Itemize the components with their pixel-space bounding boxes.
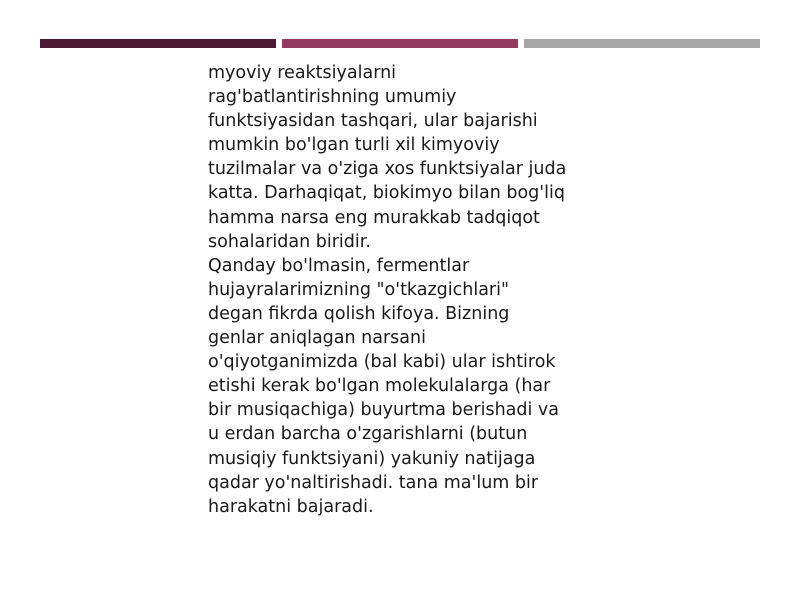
slide-body-text: myoviy reaktsiyalarni rag'batlantirishning umumiy funktsiyasidan tashqari, ular bajarishi mumkin bo'lgan turli xil kimyoviy tuzilmalar va o'ziga xos funktsiyalar juda katta. Darhaqiqat, biokimyo bilan bog'liq hamma narsa eng murakkab tadqiqot sohalaridan biridir. Qanday bo'lmasin, fermentlar hujayralarimizning "o'tkazgichlari" degan fikrda qolish kifoya. Bizning genlar aniqlagan narsani o'qiyotganimizda (bal kabi) ular ishtirok etishi kerak bo'lgan molekulalarga (har bir musiqachiga) buyurtma berishadi va u erdan barcha o'zgarishlarni (butun musiqiy funktsiyani) yakuniy natijaga qadar yo'naltirishadi. tana ma'lum bir harakatni bajaradi. [208,63,567,517]
accent-bar-magenta [282,39,518,48]
accent-bar-dark [40,39,276,48]
accent-bar-gray [524,39,760,48]
header-accent-bars [40,39,760,48]
